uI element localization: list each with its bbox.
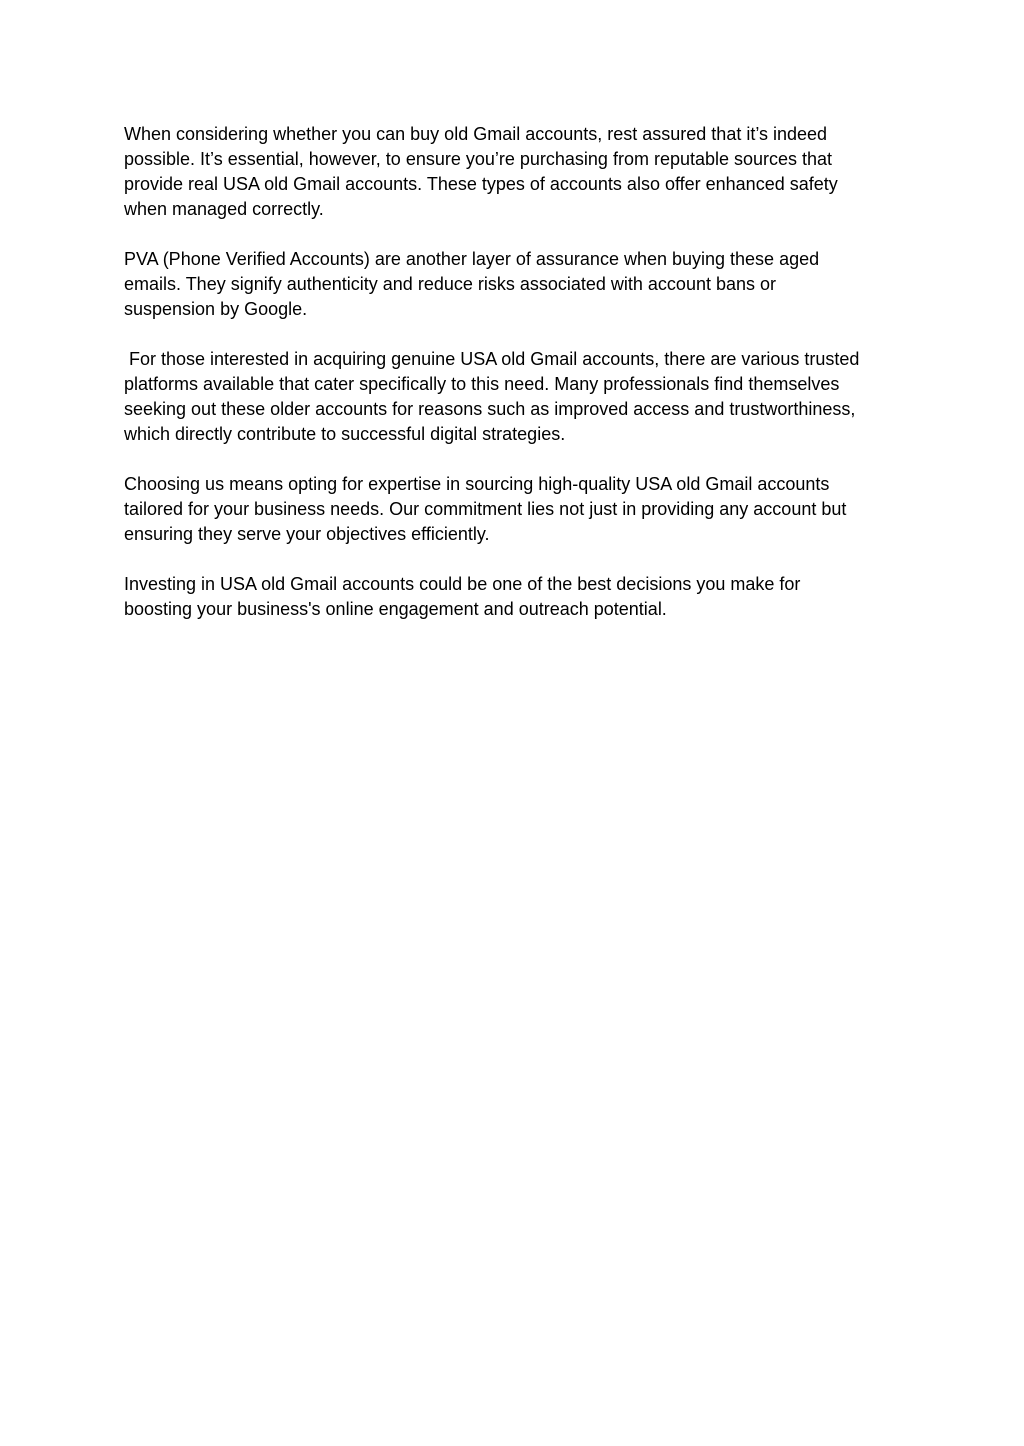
text-line: boosting your business's online engagement and outreach potential. xyxy=(124,599,667,619)
text-line: which directly contribute to successful digital strategies. xyxy=(124,424,566,444)
text-line: For those interested in acquiring genuine USA old Gmail accounts, there are various trusted xyxy=(124,349,860,369)
text-line: suspension by Google. xyxy=(124,299,308,319)
paragraph xyxy=(124,122,904,222)
text-line: possible. It’s essential, however, to ensure you’re purchasing from reputable sources that xyxy=(124,149,833,169)
document-body xyxy=(124,122,904,647)
text-line: when managed correctly. xyxy=(124,199,324,219)
text-line: platforms available that cater specifically to this need. Many professionals find themselves xyxy=(124,374,840,394)
text-line: Investing in USA old Gmail accounts could be one of the best decisions you make for xyxy=(124,574,801,594)
text-line: ensuring they serve your objectives efficiently. xyxy=(124,524,490,544)
text-line: PVA (Phone Verified Accounts) are another layer of assurance when buying these aged xyxy=(124,249,820,269)
paragraph xyxy=(124,247,904,322)
text-line: When considering whether you can buy old Gmail accounts, rest assured that it’s indeed xyxy=(124,124,828,144)
paragraph xyxy=(124,347,904,447)
text-line: seeking out these older accounts for reasons such as improved access and trustworthiness, xyxy=(124,399,856,419)
paragraph xyxy=(124,472,904,547)
paragraph xyxy=(124,572,904,622)
text-line: emails. They signify authenticity and reduce risks associated with account bans or xyxy=(124,274,776,294)
text-line: Choosing us means opting for expertise in sourcing high-quality USA old Gmail accounts xyxy=(124,474,830,494)
text-line: provide real USA old Gmail accounts. These types of accounts also offer enhanced safety xyxy=(124,174,838,194)
text-line: tailored for your business needs. Our commitment lies not just in providing any account but xyxy=(124,499,847,519)
